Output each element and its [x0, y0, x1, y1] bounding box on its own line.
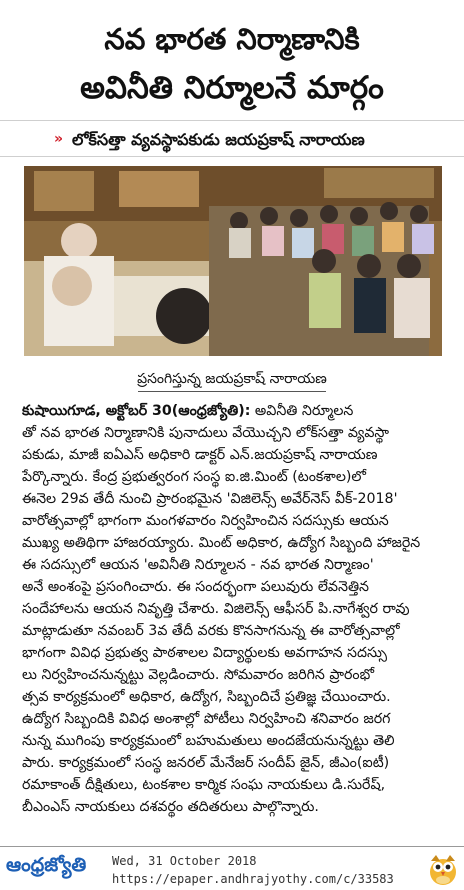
article-line: భాగంగా వివిధ ప్రభుత్వ పాఠశాలల విద్యార్థులకు అవగాహన సదస్సు	[22, 645, 388, 661]
article-line: సందేహాలను ఆయన నివృత్తి చేశారు. విజిలెన్స్ ఆఫీసర్ పి.నాగేశ్వర రావు	[22, 601, 410, 617]
article-line: పారు. కార్యక్రమంలో సంస్థ జనరల్ మేనేజర్ సందీప్ జైన్, జీఎం(ఐటీ)	[22, 755, 390, 771]
subhead-divider-top	[0, 120, 464, 121]
article-line	[22, 400, 446, 422]
article-line: బీఎంఎస్ నాయకులు దశవర్థం తదితరులు పాల్గొన్నారు.	[22, 799, 319, 815]
article-line: వారోత్సవాల్లో భాగంగా మంగళవారం నిర్వహించిన సదస్సుకు ఆయన	[22, 513, 389, 529]
subhead: లోక్‌సత్తా వ్యవస్థాపకుడు జయప్రకాష్ నారాయణ	[72, 130, 365, 149]
article-line: తో నవ భారత నిర్మాణానికి పునాదులు వేయొచ్చని లోక్‌సత్తా వ్యవస్థా	[22, 425, 390, 441]
article-photo	[24, 166, 442, 356]
headline-line-2: అవినీతి నిర్మూలనే మార్గం	[80, 70, 384, 106]
article-body	[22, 400, 446, 818]
owl-icon	[428, 852, 458, 886]
article-line: పకుడు, మాజీ ఐఏఎస్ అధికారి డాక్టర్ ఎన్.జయప్రకాష్ నారాయణ	[22, 447, 378, 463]
article-line: త్సవ కార్యక్రమంలో అధికార, ఉద్యోగ, సిబ్బందిచే ప్రతిజ్ఞ చేయించారు.	[22, 689, 391, 705]
article-line: ఉద్యోగ సిబ్బందికి వివిధ అంశాల్లో పోటీలు నిర్వహించి శనివారం జరగ	[22, 711, 391, 727]
article-line: మాట్లాడుతూ నవంబర్ 3వ తేదీ వరకు కొనసాగనున్న ఈ వారోత్సవాల్లో	[22, 623, 400, 639]
brand-logo[interactable]: ఆంధ్రజ్యోతి	[6, 854, 87, 876]
photo-caption: ప్రసంగిస్తున్న జయప్రకాష్ నారాయణ	[137, 371, 327, 387]
epaper-link[interactable]: https://epaper.andhrajyothy.com/c/33583	[112, 872, 394, 886]
double-chevron-right-icon: »	[54, 131, 64, 147]
edition-date: Wed, 31 October 2018	[112, 854, 257, 868]
article-line: లు నిర్వహించనున్నట్టు వెల్లడించారు. సోమవారం జరిగిన ప్రారంభో	[22, 667, 375, 683]
article-line: ఈ సదస్సులో ఆయన 'అవినీతి నిర్మూలన - నవ భారత నిర్మాణం'	[22, 557, 374, 573]
dateline: కుషాయిగూడ, అక్టోబర్ 30(ఆంధ్రజ్యోతి):	[22, 403, 251, 419]
article-line: అనే అంశంపై ప్రసంగించారు. ఈ సందర్భంగా పలువురు లేవనెత్తిన	[22, 579, 370, 595]
footer-divider	[0, 846, 464, 847]
article-line: నున్న ముగింపు కార్యక్రమంలో బహుమతులు అందజేయనున్నట్టు తెలి	[22, 733, 395, 749]
footer-meta	[112, 852, 394, 888]
article-line: రమాకాంత్ దీక్షితులు, టంకశాల కార్మిక సంఘ నాయకులు డి.సురేష్,	[22, 777, 386, 793]
article-line: ఈనెల 29వ తేదీ నుంచి ప్రారంభమైన 'విజిలెన్స్ అవేర్‌నెస్ వీక్-2018'	[22, 491, 398, 507]
headline-line-1: నవ భారత నిర్మాణానికి	[104, 22, 360, 56]
article-line-text: అవినీతి నిర్మూలన	[254, 403, 354, 419]
article-line: ముఖ్య అతిథిగా హాజరయ్యారు. మింట్ అధికార, ఉద్యోగ సిబ్బంది హాజరైన	[22, 535, 421, 551]
article-line: పేర్కొన్నారు. కేంద్ర ప్రభుత్వరంగ సంస్థ ఐ.జి.మింట్ (టంకశాల)లో	[22, 469, 367, 485]
caption-underline	[138, 391, 326, 392]
subhead-divider-bottom	[0, 156, 464, 157]
